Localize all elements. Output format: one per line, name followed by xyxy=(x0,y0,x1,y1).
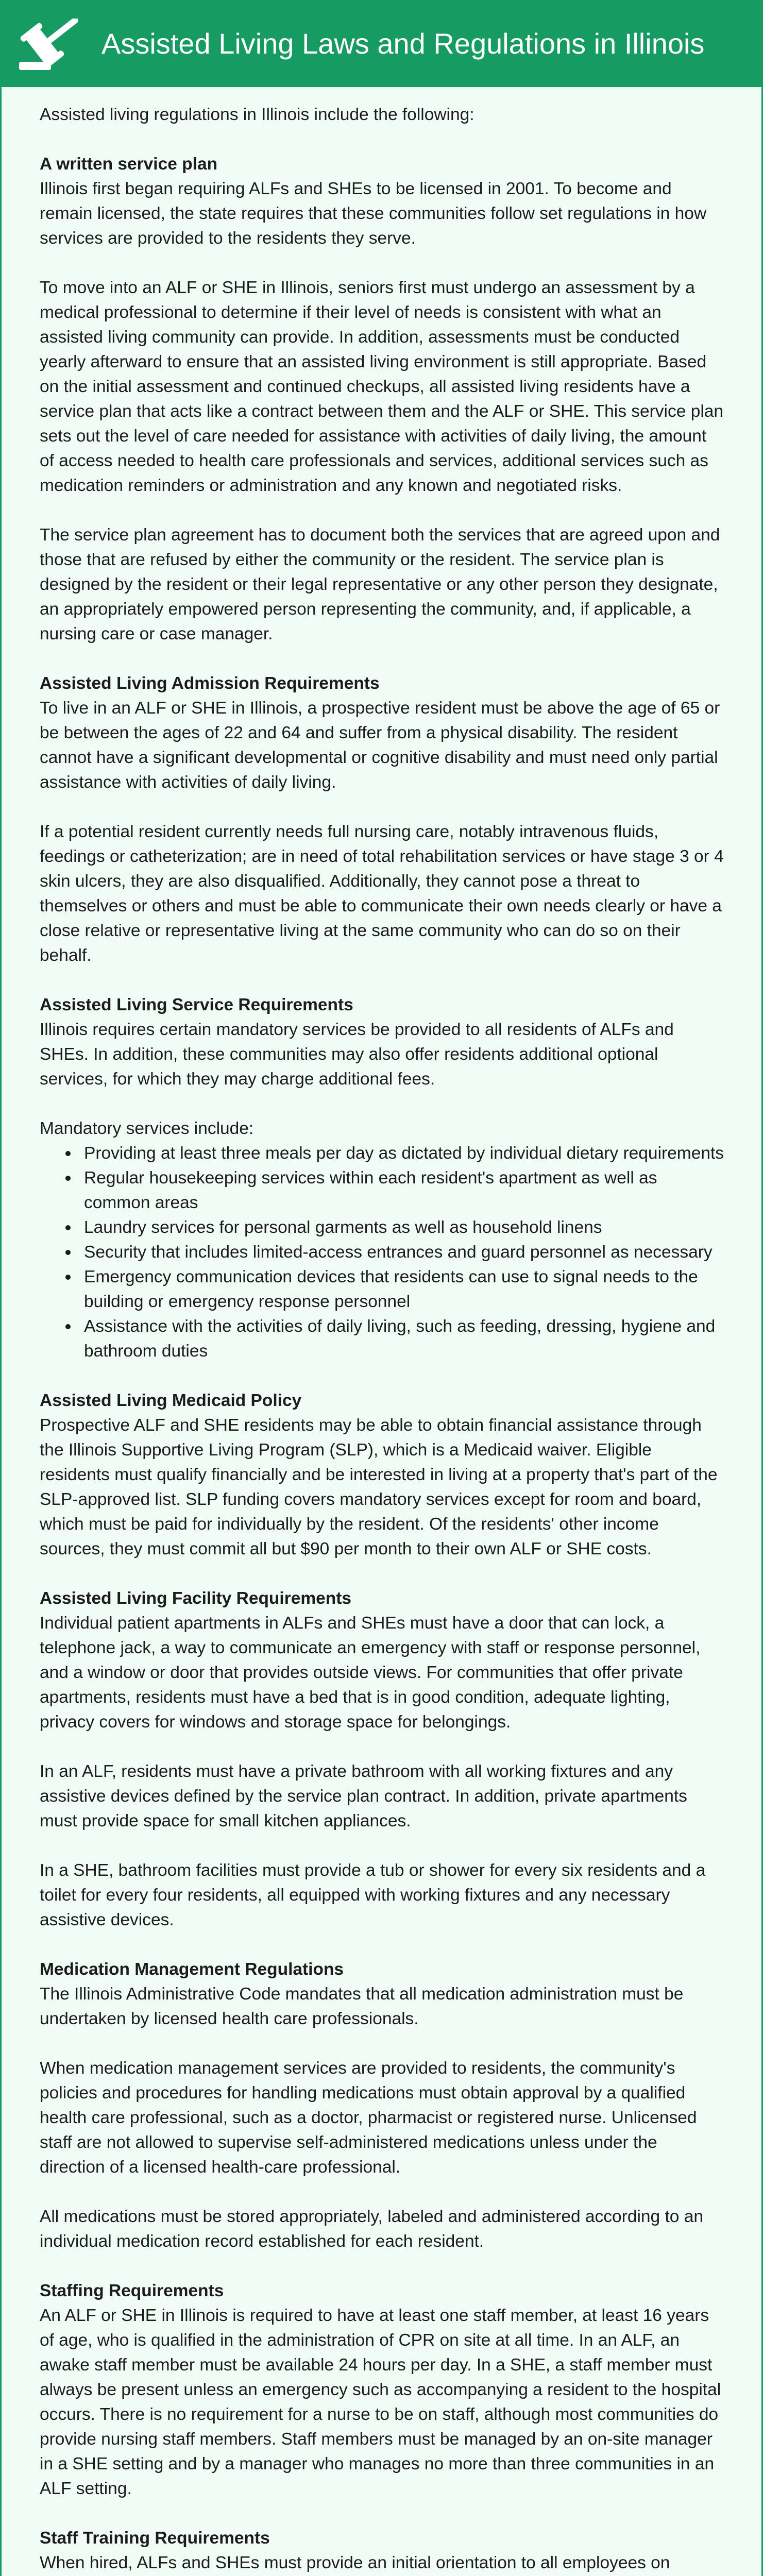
section-medicaid-policy xyxy=(40,1388,725,1562)
paragraph: All medications must be stored appropriately, labeled and administered according to an individual medication record established for each resident. xyxy=(40,2207,703,2251)
intro-text: Assisted living regulations in Illinois include the following: xyxy=(40,105,474,124)
section-heading: Assisted Living Admission Requirements xyxy=(40,674,380,693)
section-heading: Medication Management Regulations xyxy=(40,1960,344,1979)
paragraph: Illinois requires certain mandatory services be provided to all residents of ALFs and SHEs. In addition, these communities may also offer residents additional optional services, for which they may charge additional fees. xyxy=(40,1020,674,1089)
gavel-icon xyxy=(15,19,80,72)
section-heading: Assisted Living Medicaid Policy xyxy=(40,1391,302,1410)
list-item: Security that includes limited-access entrances and guard personnel as necessary xyxy=(61,1240,725,1265)
list-item: Regular housekeeping services within each resident's apartment as well as common areas xyxy=(61,1166,725,1215)
list-item: Emergency communication devices that residents can use to signal needs to the building or emergency response personnel xyxy=(61,1265,725,1314)
section-medication-management xyxy=(40,1957,725,2254)
section-heading: Assisted Living Facility Requirements xyxy=(40,1589,352,1608)
mandatory-services-list xyxy=(61,1141,725,1364)
section-staff-training xyxy=(40,2526,725,2576)
paragraph: In an ALF, residents must have a private bathroom with all working fixtures and any assistive devices defined by the service plan contract. In addition, private apartments must provide space for small kitchen appliances. xyxy=(40,1762,687,1831)
paragraph: The Illinois Administrative Code mandates that all medication administration must be undertaken by licensed health care professionals. xyxy=(40,1985,684,2028)
paragraph: When medication management services are provided to residents, the community's policies and procedures for handling medications must obtain approval by a qualified health care professional, such as a doctor, pharmacist or registered nurse. Unlicensed staff are not allowed to supervise self-administered medications unless under the direction of a licensed health-care professional. xyxy=(40,2059,697,2177)
section-heading: Staffing Requirements xyxy=(40,2281,224,2300)
section-heading: Assisted Living Service Requirements xyxy=(40,995,353,1014)
page-title: Assisted Living Laws and Regulations in Illinois xyxy=(101,27,705,60)
paragraph: An ALF or SHE in Illinois is required to have at least one staff member, at least 16 years of age, who is qualified in the administration of CPR on site at all time. In an ALF, an awake staff member must be available 24 hours per day. In a SHE, a staff member must always be present unless an emergency such as accompanying a resident to the hospital occurs. There is no requirement for a nurse to be on staff, although most communities do provide nursing staff members. Staff members must be managed by an on-site manager in a SHE setting and by a manager who manages no more than three communities in an ALF setting. xyxy=(40,2306,721,2498)
article-body xyxy=(40,103,725,2576)
paragraph: If a potential resident currently needs full nursing care, notably intravenous fluids, feedings or catheterization; are in need of total rehabilitation services or have stage 3 or 4 skin ulcers, they are also disqualified. Additionally, they cannot pose a threat to themselves or others and must be able to communicate their own needs clearly or have a close relative or representative living at the same community who can do so on their behalf. xyxy=(40,822,724,965)
paragraph: To live in an ALF or SHE in Illinois, a prospective resident must be above the age of 65 or be between the ages of 22 and 64 and suffer from a physical disability. The resident cannot have a significant developmental or cognitive disability and must need only partial assistance with activities of daily living. xyxy=(40,699,720,792)
header-bar xyxy=(2,2,761,87)
section-admission-requirements xyxy=(40,671,725,968)
section-service-requirements xyxy=(40,993,725,1364)
paragraph: To move into an ALF or SHE in Illinois, seniors first must undergo an assessment by a medical professional to determine if their level of needs is consistent with what an assisted living community can provide. In addition, assessments must be conducted yearly afterward to ensure that an assisted living environment is still appropriate. Based on the initial assessment and continued checkups, all assisted living residents have a service plan that acts like a contract between them and the ALF or SHE. This service plan sets out the level of care needed for assistance with activities of daily living, the amount of access needed to health care professionals and services, additional services such as medication reminders or administration and any known and negotiated risks. xyxy=(40,278,724,495)
section-facility-requirements xyxy=(40,1586,725,1933)
section-heading: A written service plan xyxy=(40,155,218,174)
paragraph: In a SHE, bathroom facilities must provide a tub or shower for every six residents and a toilet for every four residents, all equipped with working fixtures and any necessary assistive devices. xyxy=(40,1861,706,1929)
paragraph: Illinois first began requiring ALFs and SHEs to be licensed in 2001. To become and remain licensed, the state requires that these communities follow set regulations in how services are provided to the residents they serve. xyxy=(40,179,707,248)
paragraph: Individual patient apartments in ALFs and SHEs must have a door that can lock, a telephone jack, a way to communicate an emergency with staff or response personnel, and a window or door that provides outside views. For communities that offer private apartments, residents must have a bed that is in good condition, adequate lighting, privacy covers for windows and storage space for belongings. xyxy=(40,1614,701,1732)
section-staffing-requirements xyxy=(40,2279,725,2501)
section-heading: Staff Training Requirements xyxy=(40,2529,270,2548)
list-item: Laundry services for personal garments as well as household linens xyxy=(61,1215,725,1240)
paragraph: When hired, ALFs and SHEs must provide an initial orientation to all employees on xyxy=(40,2553,670,2572)
list-item: Providing at least three meals per day as dictated by individual dietary requirements xyxy=(61,1141,725,1166)
paragraph: Prospective ALF and SHE residents may be able to obtain financial assistance through the Illinois Supportive Living Program (SLP), which is a Medicaid waiver. Eligible residents must qualify financially and be interested in living at a property that's part of the SLP-approved list. SLP funding covers mandatory services except for room and board, which must be paid for individually by the resident. Of the residents' other income sources, they must commit all but $90 per month to their own ALF or SHE costs. xyxy=(40,1416,718,1558)
paragraph: The service plan agreement has to document both the services that are agreed upon and those that are refused by either the community or the resident. The service plan is designed by the resident or their legal representative or any other person they designate, an appropriately empowered person representing the community, and, if applicable, a nursing care or case manager. xyxy=(40,526,720,643)
list-intro: Mandatory services include: xyxy=(40,1119,254,1138)
section-service-plan xyxy=(40,152,725,647)
list-item: Assistance with the activities of daily living, such as feeding, dressing, hygiene and bathroom duties xyxy=(61,1314,725,1364)
